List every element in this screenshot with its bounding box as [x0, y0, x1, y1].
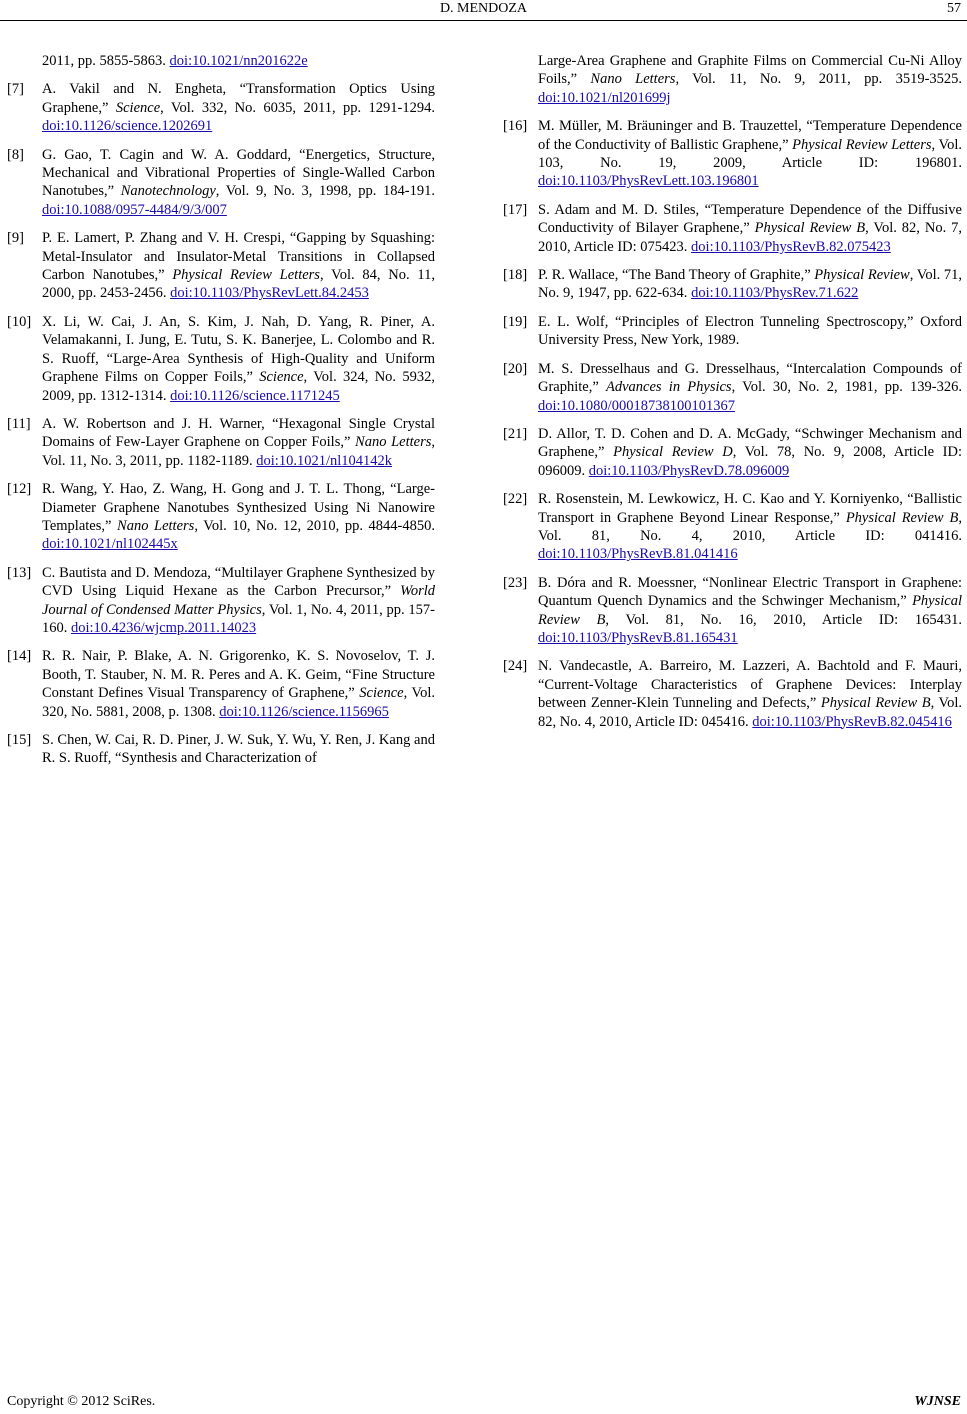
reference-doi-link[interactable]: doi:10.1103/PhysRevB.81.165431: [538, 629, 738, 646]
reference-text: M. Müller, M. Bräuninger and B. Trauzettel, “Temperature Dependence of the Conductivity of Ballistic Graphene,”: [538, 118, 962, 153]
reference-number: [23]: [503, 574, 528, 591]
reference-journal: Physical Review Letters: [792, 136, 932, 153]
reference-text: X. Li, W. Cai, J. An, S. Kim, J. Nah, D. Yang, R. Piner, A. Velamakanni, I. Jung, E. Tutu, S. K. Banerjee, L. Colombo and R. S. Ruoff, “Large-Area Synthesis of High-Quality and Uniform Graphene Films on Copper Foils,”: [42, 313, 435, 386]
reference-doi-link[interactable]: doi:10.1103/PhysRevB.81.041416: [538, 546, 738, 563]
reference-text: 2011, pp. 5855-5863.: [42, 53, 170, 69]
reference-text: R. Wang, Y. Hao, Z. Wang, H. Gong and J. T. L. Thong, “Large-Diameter Graphene Nanotubes Synthesized Using Ni Nanowire Templates,”: [42, 481, 435, 534]
reference-journal: Physical Review B: [754, 220, 866, 237]
reference-details: , Vol. 82, No. 7, 2010, Article ID: 075423.: [538, 220, 962, 255]
reference-details: , Vol. 320, No. 5881, 2008, p. 1308.: [42, 685, 435, 720]
reference-doi-link[interactable]: doi:10.1103/PhysRevB.82.075423: [691, 238, 891, 255]
reference-entry: [503, 425, 962, 480]
reference-number: [21]: [503, 425, 528, 442]
reference-doi-link[interactable]: doi:10.1088/0957-4484/9/3/007: [42, 201, 227, 218]
reference-number: [24]: [503, 658, 528, 675]
reference-text: A. W. Robertson and J. H. Warner, “Hexagonal Single Crystal Domains of Few-Layer Graphene on Copper Foils,”: [42, 415, 435, 451]
reference-doi-link[interactable]: doi:10.1103/PhysRevLett.103.196801: [538, 173, 759, 190]
page-number: 57: [947, 1, 961, 16]
reference-text: P. E. Lamert, P. Zhang and V. H. Crespi, “Gapping by Squashing: Metal-Insulator and Insulator-Metal Transitions in Collapsed Carbon Nanotubes,”: [42, 230, 435, 284]
reference-doi-link[interactable]: doi:10.1021/nn201622e: [169, 53, 308, 69]
reference-doi-link[interactable]: doi:10.1103/PhysRevB.82.045416: [752, 713, 952, 730]
reference-journal: Physical Review B: [538, 593, 962, 628]
reference-entry: [503, 313, 962, 350]
reference-number: [22]: [503, 491, 528, 508]
running-head: D. MENDOZA: [439, 1, 528, 16]
reference-number: [13]: [7, 564, 32, 581]
reference-entry: [503, 201, 962, 256]
reference-journal: Physical Review B: [820, 695, 931, 712]
reference-journal: Advances in Physics: [606, 379, 732, 396]
reference-entry: [7, 647, 435, 721]
reference-entry: [7, 313, 435, 405]
reference-details: , Vol. 10, No. 12, 2010, pp. 4844-4850.: [194, 517, 436, 534]
reference-text: A. Vakil and N. Engheta, “Transformation Optics Using Graphene,”: [42, 81, 435, 116]
reference-text: G. Gao, T. Cagin and W. A. Goddard, “Energetics, Structure, Mechanical and Vibrational Properties of Single-Walled Carbon Nanotubes,”: [42, 146, 435, 200]
reference-details: , Vol. 81, No. 4, 2010, Article ID: 041416.: [538, 509, 962, 544]
footer-copyright: Copyright © 2012 SciRes.: [7, 1394, 156, 1409]
reference-text: S. Chen, W. Cai, R. D. Piner, J. W. Suk, Y. Wu, Y. Ren, J. Kang and R. S. Ruoff, “Synthesis and Characterization of: [42, 732, 435, 767]
reference-entry: [503, 117, 962, 191]
reference-entry: [503, 657, 962, 731]
reference-number: [7]: [7, 81, 24, 98]
reference-details: , Vol. 103, No. 19, 2009, Article ID: 196801.: [538, 136, 963, 172]
reference-number: [12]: [7, 481, 32, 498]
reference-details: , Vol. 11, No. 3, 2011, pp. 1182-1189.: [42, 434, 435, 469]
reference-doi-link[interactable]: doi:10.1126/science.1202691: [42, 118, 213, 135]
reference-number: [18]: [503, 267, 528, 284]
reference-doi-link[interactable]: doi:10.1126/science.1156965: [219, 703, 389, 720]
reference-details: , Vol. 11, No. 9, 2011, pp. 3519-3525.: [675, 71, 963, 88]
reference-details: , Vol. 1, No. 4, 2011, pp. 157-160.: [42, 601, 435, 636]
reference-doi-link[interactable]: doi:10.1021/nl104142k: [256, 452, 393, 469]
reference-journal: Science: [115, 99, 161, 116]
reference-entry: [7, 229, 435, 303]
reference-journal: Physical Review Letters: [172, 267, 320, 284]
reference-journal: Science: [259, 369, 304, 386]
reference-journal: Physical Review D: [613, 444, 733, 461]
reference-doi-link[interactable]: doi:10.1126/science.1171245: [170, 387, 340, 404]
reference-text: Large-Area Graphene and Graphite Films on Commercial Cu-Ni Alloy Foils,”: [538, 53, 962, 88]
reference-text: N. Vandecastle, A. Barreiro, M. Lazzeri, A. Bachtold and F. Mauri, “Current-Voltage Characteristics of Graphene Devices: Interplay between Zenner-Klein Tunneling and Defects,”: [538, 658, 962, 712]
reference-entry: [7, 564, 435, 638]
reference-text: C. Bautista and D. Mendoza, “Multilayer Graphene Synthesized by CVD Using Liquid Hexane as the Carbon Precursor,”: [42, 564, 435, 600]
reference-journal: Nano Letters: [590, 71, 676, 88]
reference-entry: [7, 731, 435, 768]
reference-doi-link[interactable]: doi:10.1021/nl201699j: [538, 89, 671, 106]
reference-entry: [503, 52, 962, 107]
reference-text: E. L. Wolf, “Principles of Electron Tunneling Spectroscopy,” Oxford University Press, New York, 1989.: [538, 313, 962, 349]
reference-entry: [7, 52, 435, 70]
reference-journal: Physical Review: [814, 267, 910, 284]
reference-journal: Nanotechnology: [120, 183, 216, 200]
reference-details: , Vol. 71, No. 9, 1947, pp. 622-634.: [538, 267, 962, 302]
reference-entry: [7, 415, 435, 470]
reference-text: B. Dóra and R. Moessner, “Nonlinear Electric Transport in Graphene: Quantum Quench Dynamics and the Schwinger Mechanism,”: [538, 574, 962, 610]
reference-entry: [503, 266, 962, 303]
reference-journal: Physical Review B: [845, 509, 959, 526]
reference-number: [16]: [503, 118, 528, 135]
reference-number: [20]: [503, 360, 528, 377]
reference-details: , Vol. 9, No. 3, 1998, pp. 184-191.: [215, 183, 436, 200]
reference-number: [10]: [7, 313, 32, 330]
reference-entry: [7, 80, 435, 135]
references-right-column: [503, 52, 962, 741]
reference-text: R. Rosenstein, M. Lewkowicz, H. C. Kao and Y. Korniyenko, “Ballistic Transport in Graphene Beyond Linear Response,”: [538, 491, 962, 526]
reference-entry: [503, 360, 962, 415]
reference-details: , Vol. 82, No. 4, 2010, Article ID: 045416.: [538, 695, 962, 730]
reference-journal: World Journal of Condensed Matter Physics: [42, 583, 435, 618]
reference-number: [15]: [7, 732, 32, 748]
reference-details: , Vol. 324, No. 5932, 2009, pp. 1312-1314.: [42, 369, 435, 404]
reference-doi-link[interactable]: doi:10.1103/PhysRev.71.622: [691, 285, 859, 302]
reference-text: R. R. Nair, P. Blake, A. N. Grigorenko, K. S. Novoselov, T. J. Booth, T. Stauber, N. M. R. Peres and A. K. Geim, “Fine Structure Constant Defines Visual Transparency of Graphene,”: [42, 648, 435, 702]
reference-doi-link[interactable]: doi:10.1103/PhysRevD.78.096009: [588, 462, 790, 479]
reference-doi-link[interactable]: doi:10.1103/PhysRevLett.84.2453: [170, 285, 369, 302]
reference-entry: [7, 146, 435, 220]
reference-entry: [7, 480, 435, 554]
reference-details: , Vol. 81, No. 16, 2010, Article ID: 165431.: [605, 611, 962, 628]
reference-journal: Nano Letters: [117, 517, 195, 534]
references-left-column: [7, 52, 435, 778]
reference-text: D. Allor, T. D. Cohen and D. A. McGady, “Schwinger Mechanism and Graphene,”: [538, 425, 962, 461]
reference-number: [14]: [7, 648, 32, 665]
reference-entry: [503, 490, 962, 564]
header-rule: [0, 20, 967, 21]
reference-number: [19]: [503, 313, 528, 330]
reference-details: , Vol. 84, No. 11, 2000, pp. 2453-2456.: [42, 267, 436, 302]
reference-journal: Science: [359, 685, 404, 702]
reference-number: [11]: [7, 415, 31, 432]
reference-doi-link[interactable]: doi:10.1080/00018738100101367: [538, 397, 735, 414]
reference-number: [9]: [7, 230, 24, 247]
footer-journal: WJNSE: [914, 1394, 961, 1409]
reference-details: , Vol. 78, No. 9, 2008, Article ID: 096009.: [538, 444, 962, 479]
reference-text: P. R. Wallace, “The Band Theory of Graphite,”: [538, 267, 815, 284]
reference-doi-link[interactable]: doi:10.1021/nl102445x: [42, 536, 178, 553]
reference-text: M. S. Dresselhaus and G. Dresselhaus, “Intercalation Compounds of Graphite,”: [538, 360, 962, 396]
reference-details: , Vol. 30, No. 2, 1981, pp. 139-326.: [731, 379, 962, 396]
reference-number: [17]: [503, 201, 528, 218]
reference-doi-link[interactable]: doi:10.4236/wjcmp.2011.14023: [71, 619, 257, 636]
reference-number: [8]: [7, 146, 24, 163]
reference-entry: [503, 574, 962, 648]
reference-text: S. Adam and M. D. Stiles, “Temperature Dependence of the Diffusive Conductivity of Bilayer Graphene,”: [538, 201, 962, 237]
reference-details: , Vol. 332, No. 6035, 2011, pp. 1291-1294.: [160, 99, 436, 116]
reference-journal: Nano Letters: [355, 434, 432, 451]
